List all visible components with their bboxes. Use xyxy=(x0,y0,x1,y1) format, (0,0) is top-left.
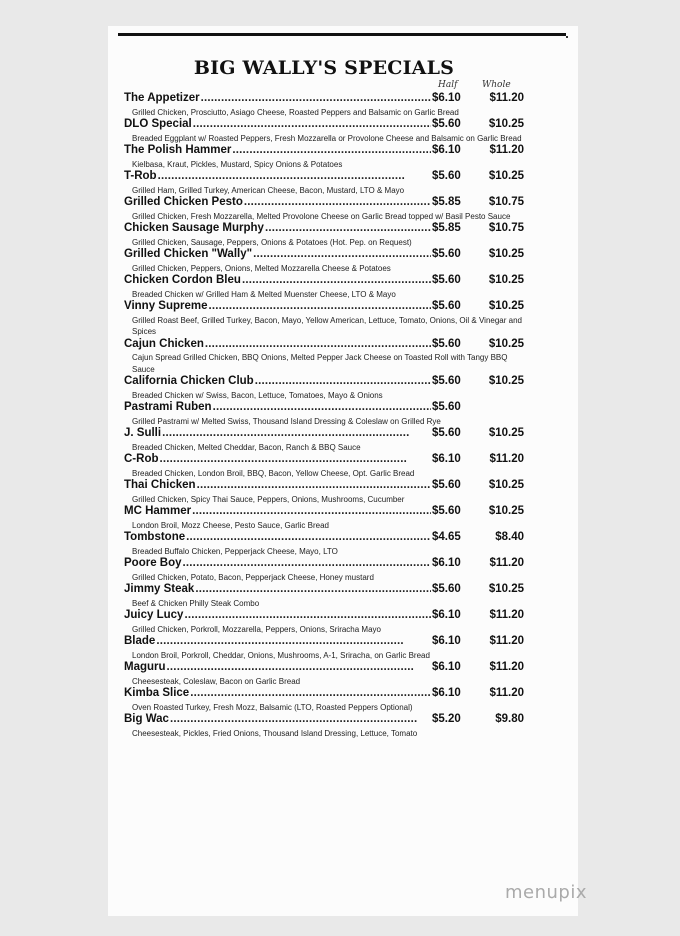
half-price: $5.60 xyxy=(432,274,461,286)
item-description: Breaded Chicken w/ Swiss, Bacon, Lettuce, Tomatoes, Mayo & Onions xyxy=(132,390,383,400)
whole-price: $11.20 xyxy=(489,609,524,621)
half-price: $5.60 xyxy=(432,300,461,312)
half-price: $6.10 xyxy=(432,144,461,156)
dot-leader xyxy=(184,609,431,621)
dot-leader xyxy=(255,375,431,387)
item-name: Thai Chicken xyxy=(124,479,196,491)
dot-leader xyxy=(190,687,431,699)
whole-price: $11.20 xyxy=(489,453,524,465)
item-name: Jimmy Steak xyxy=(124,583,195,595)
menu-item xyxy=(124,170,524,196)
dot-leader xyxy=(201,92,431,104)
half-price: $6.10 xyxy=(432,635,461,647)
whole-price: $11.20 xyxy=(489,687,524,699)
whole-price: $10.25 xyxy=(488,274,524,286)
menu-item xyxy=(124,92,524,118)
menu-item xyxy=(124,427,524,453)
item-name: Tombstone xyxy=(124,531,186,543)
menu-item xyxy=(124,338,524,376)
item-name: Kimba Slice xyxy=(124,687,190,699)
menu-item-row xyxy=(124,427,524,442)
item-description: Grilled Chicken, Porkroll, Mozzarella, Peppers, Onions, Sriracha Mayo xyxy=(132,624,381,634)
menu-item xyxy=(124,401,524,427)
item-description: Breaded Eggplant w/ Roasted Peppers, Fresh Mozzarella or Provolone Cheese and Balsamic on Garlic Bread xyxy=(132,133,522,143)
item-name: Grilled Chicken Pesto xyxy=(124,196,243,208)
item-name: Pastrami Ruben xyxy=(124,401,212,413)
dot-leader xyxy=(158,170,431,182)
item-name: Juicy Lucy xyxy=(124,609,184,621)
menu-item-row xyxy=(124,338,524,353)
menu-item xyxy=(124,274,524,300)
half-price: $6.10 xyxy=(432,92,461,104)
menu-item xyxy=(124,687,524,713)
menu-item xyxy=(124,222,524,248)
half-price: $5.60 xyxy=(432,118,461,130)
whole-price: $9.80 xyxy=(495,713,524,725)
menu-item-row xyxy=(124,479,524,494)
menu-item xyxy=(124,713,524,739)
menu-item-row xyxy=(124,687,524,702)
half-price: $4.65 xyxy=(432,531,461,543)
menu-item xyxy=(124,453,524,479)
menu-item-row xyxy=(124,144,524,159)
dot-leader xyxy=(253,248,431,260)
whole-price: $10.25 xyxy=(488,337,524,350)
price-column-headers xyxy=(430,80,522,92)
whole-price: $10.25 xyxy=(488,427,524,439)
menu-item xyxy=(124,583,524,609)
item-name: MC Hammer xyxy=(124,505,192,517)
dot-leader xyxy=(170,713,431,725)
menu-item xyxy=(124,300,524,338)
item-description: Grilled Chicken, Potato, Bacon, Pepperjack Cheese, Honey mustard xyxy=(132,572,374,582)
dot-leader xyxy=(156,635,431,647)
menu-item-row xyxy=(124,661,524,676)
dot-leader xyxy=(183,557,431,569)
item-description: Beef & Chicken Philly Steak Combo xyxy=(132,598,260,608)
half-price: $5.60 xyxy=(432,170,461,182)
half-price: $5.60 xyxy=(432,375,461,387)
dot-leader xyxy=(244,196,431,208)
menu-item-row xyxy=(124,505,524,520)
menu-title: BIG WALLY'S SPECIALS xyxy=(193,57,455,79)
item-description: Oven Roasted Turkey, Fresh Mozz, Balsamic (LTO, Roasted Peppers Optional) xyxy=(132,702,413,712)
half-price: $5.60 xyxy=(432,248,461,260)
item-name: Vinny Supreme xyxy=(124,300,208,312)
dot-leader xyxy=(242,274,431,286)
dot-leader xyxy=(167,661,431,673)
item-name: The Appetizer xyxy=(124,92,200,104)
item-description: London Broil, Porkroll, Cheddar, Onions, Mushrooms, A-1, Sriracha, on Garlic Bread xyxy=(132,650,430,660)
item-name: The Polish Hammer xyxy=(124,144,232,156)
half-price: $5.60 xyxy=(432,505,461,517)
item-description: Grilled Chicken, Fresh Mozzarella, Melted Provolone Cheese on Garlic Bread topped w/ Basil Pesto Sauce xyxy=(132,211,511,221)
half-price: $5.20 xyxy=(432,713,461,725)
menu-item-row xyxy=(124,118,524,133)
half-price: $5.60 xyxy=(432,427,461,439)
item-name: Poore Boy xyxy=(124,557,182,569)
whole-price: $11.20 xyxy=(489,661,524,673)
menu-item xyxy=(124,144,524,170)
item-name: Big Wac xyxy=(124,713,169,725)
whole-price: $10.25 xyxy=(488,300,524,312)
item-description: Breaded Chicken w/ Grilled Ham & Melted Muenster Cheese, LTO & Mayo xyxy=(132,289,396,299)
item-description: Breaded Chicken, London Broil, BBQ, Bacon, Yellow Cheese, Opt. Garlic Bread xyxy=(132,468,415,478)
menu-item xyxy=(124,118,524,144)
whole-price: $10.25 xyxy=(488,479,524,491)
menu-item-row xyxy=(124,375,524,390)
item-name: Grilled Chicken "Wally" xyxy=(124,248,253,260)
menu-item-row xyxy=(124,531,524,546)
menu-item-row xyxy=(124,453,524,468)
menu-item xyxy=(124,479,524,505)
half-price: $6.10 xyxy=(432,557,461,569)
menu-item-row xyxy=(124,300,524,315)
item-name: California Chicken Club xyxy=(124,375,254,387)
dot-leader xyxy=(193,118,431,130)
whole-price: $11.20 xyxy=(489,557,524,569)
whole-column-header: Whole xyxy=(482,80,511,90)
divider-mark xyxy=(566,36,568,38)
whole-price: $10.25 xyxy=(488,170,524,182)
menu-item-row xyxy=(124,274,524,289)
half-price: $5.60 xyxy=(432,401,461,413)
menu-item xyxy=(124,531,524,557)
item-description: Grilled Chicken, Spicy Thai Sauce, Peppers, Onions, Mushrooms, Cucumber xyxy=(132,494,405,504)
item-description: Cheesesteak, Coleslaw, Bacon on Garlic Bread xyxy=(132,676,301,686)
item-name: Maguru xyxy=(124,661,166,673)
dot-leader xyxy=(205,338,431,350)
half-price: $6.10 xyxy=(432,661,461,673)
half-price: $5.60 xyxy=(432,479,461,491)
whole-price: $10.75 xyxy=(488,196,524,208)
item-name: Chicken Cordon Bleu xyxy=(124,274,241,286)
dot-leader xyxy=(265,222,431,234)
whole-price: $11.20 xyxy=(489,635,524,647)
item-description: Grilled Chicken, Peppers, Onions, Melted Mozzarella Cheese & Potatoes xyxy=(132,263,391,273)
menu-item-row xyxy=(124,635,524,650)
item-name: C-Rob xyxy=(124,453,159,465)
dot-leader xyxy=(192,505,431,517)
half-column-header: Half xyxy=(438,80,458,90)
dot-leader xyxy=(213,401,431,413)
dot-leader xyxy=(209,300,431,312)
item-description: Grilled Chicken, Prosciutto, Asiago Cheese, Roasted Peppers and Balsamic on Garlic Bread xyxy=(132,107,459,117)
half-price: $6.10 xyxy=(432,453,461,465)
half-price: $5.60 xyxy=(432,583,461,595)
menu-item-row xyxy=(124,222,524,237)
item-name: DLO Special xyxy=(124,118,192,130)
half-price: $6.10 xyxy=(432,687,461,699)
menu-item xyxy=(124,557,524,583)
item-description: Cheesesteak, Pickles, Fried Onions, Thousand Island Dressing, Lettuce, Tomato xyxy=(132,728,418,738)
item-name: Cajun Chicken xyxy=(124,337,204,350)
menu-item xyxy=(124,196,524,222)
dot-leader xyxy=(195,583,431,595)
item-description: Breaded Chicken, Melted Cheddar, Bacon, Ranch & BBQ Sauce xyxy=(132,442,361,452)
whole-price: $11.20 xyxy=(489,144,524,156)
item-name: J. Sulli xyxy=(124,427,162,439)
top-divider xyxy=(118,33,566,36)
whole-price: $8.40 xyxy=(495,531,524,543)
item-description: Grilled Pastrami w/ Melted Swiss, Thousand Island Dressing & Coleslaw on Grilled Rye xyxy=(132,416,441,426)
menu-item-row xyxy=(124,170,524,185)
half-price: $5.60 xyxy=(432,337,461,350)
menu-item-row xyxy=(124,609,524,624)
whole-price: $11.20 xyxy=(489,92,524,104)
menu-item xyxy=(124,661,524,687)
whole-price: $10.25 xyxy=(488,118,524,130)
whole-price: $10.25 xyxy=(488,583,524,595)
item-description: Kielbasa, Kraut, Pickles, Mustard, Spicy Onions & Potatoes xyxy=(132,159,343,169)
menu-item-row xyxy=(124,401,524,416)
item-description: Grilled Ham, Grilled Turkey, American Cheese, Bacon, Mustard, LTO & Mayo xyxy=(132,185,405,195)
whole-price: $10.75 xyxy=(488,222,524,234)
menu-item-row xyxy=(124,248,524,263)
menu-item-row xyxy=(124,92,524,107)
item-description: Cajun Spread Grilled Chicken, BBQ Onions, Melted Pepper Jack Cheese on Toasted Roll with Tangy BBQ Sauce xyxy=(132,353,508,374)
item-description: Grilled Roast Beef, Grilled Turkey, Bacon, Mayo, Yellow American, Lettuce, Tomato, Onions, Oil & Vinegar and Spices xyxy=(132,315,522,336)
menu-item xyxy=(124,375,524,401)
watermark: menupix xyxy=(505,882,588,903)
item-name: T-Rob xyxy=(124,170,157,182)
dot-leader xyxy=(162,427,431,439)
item-description: Breaded Buffalo Chicken, Pepperjack Cheese, Mayo, LTO xyxy=(132,546,338,556)
item-name: Chicken Sausage Murphy xyxy=(124,222,264,234)
half-price: $5.85 xyxy=(432,222,461,234)
menu-item-row xyxy=(124,713,524,728)
whole-price: $10.25 xyxy=(488,375,524,387)
dot-leader xyxy=(186,531,431,543)
half-price: $6.10 xyxy=(432,609,461,621)
menu-item xyxy=(124,248,524,274)
dot-leader xyxy=(160,453,432,465)
whole-price: $10.25 xyxy=(488,248,524,260)
menu-item-row xyxy=(124,557,524,572)
whole-price: $10.25 xyxy=(488,505,524,517)
menu-item xyxy=(124,505,524,531)
half-price: $5.85 xyxy=(432,196,461,208)
menu-list xyxy=(124,92,524,739)
menu-item xyxy=(124,635,524,661)
item-description: London Broil, Mozz Cheese, Pesto Sauce, Garlic Bread xyxy=(132,520,329,530)
item-description: Grilled Chicken, Sausage, Peppers, Onions & Potatoes (Hot. Pep. on Request) xyxy=(132,237,412,247)
dot-leader xyxy=(232,144,431,156)
dot-leader xyxy=(197,479,431,491)
menu-item-row xyxy=(124,583,524,598)
menu-item-row xyxy=(124,196,524,211)
item-name: Blade xyxy=(124,635,156,647)
menu-item xyxy=(124,609,524,635)
